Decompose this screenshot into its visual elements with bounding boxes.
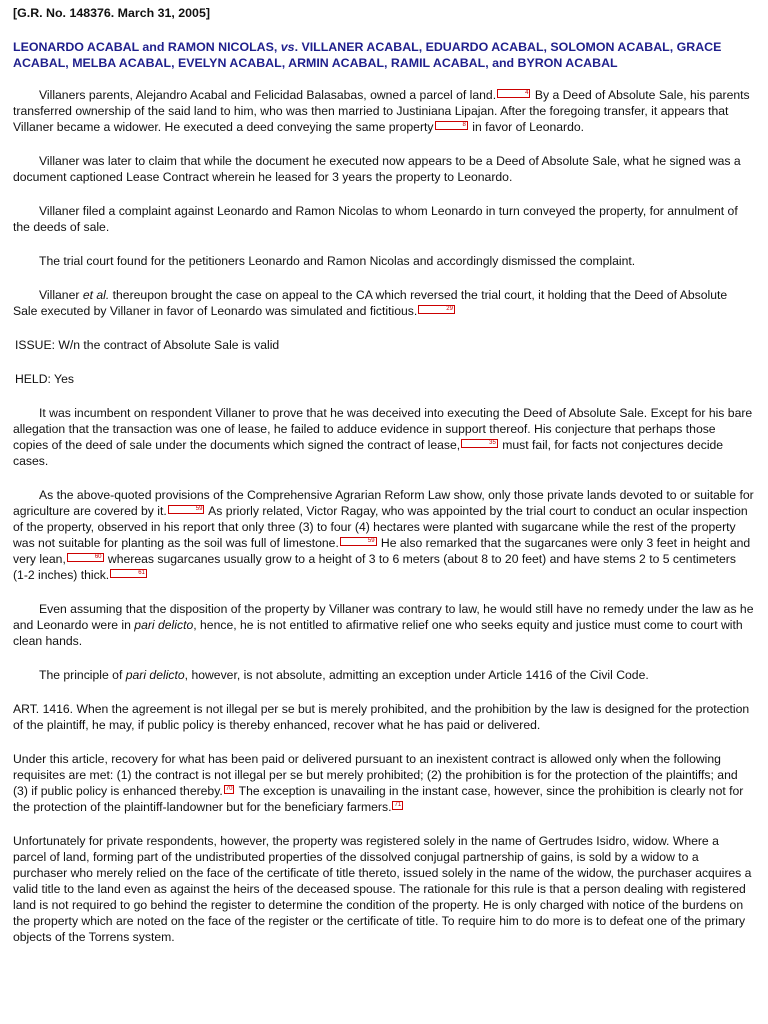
footnote-link[interactable]: 70 xyxy=(225,786,233,792)
paragraph-3: Villaner filed a complaint against Leonardo and Ramon Nicolas to whom Leonardo in turn conveyed the property, for annulment of the deeds of sale. xyxy=(13,204,738,234)
issue-statement: ISSUE: W/n the contract of Absolute Sale is valid xyxy=(15,338,280,352)
text: The exception is unavailing in the instant case, however, since the prohibition is clearly not for the protection of the plaintiff-landowner but for the beneficiary farmers. xyxy=(13,784,744,814)
paragraph-8 xyxy=(13,601,754,649)
footnote-link[interactable]: 29 xyxy=(418,305,455,314)
paragraph-5 xyxy=(13,287,754,319)
footnote-link[interactable]: 4 xyxy=(497,89,530,98)
versus: vs xyxy=(280,40,295,54)
text: thereupon brought the case on appeal to the CA which reversed the trial court, it holding that the Deed of Absolute Sale executed by Villaner in favor of Leonardo was simulated and fictitious. xyxy=(13,288,728,318)
case-parties xyxy=(13,39,754,71)
italic-text: pari delicto xyxy=(134,618,194,632)
paragraph-4: The trial court found for the petitioners Leonardo and Ramon Nicolas and accordingly dismissed the complaint. xyxy=(39,254,636,268)
footnote-link[interactable]: 8 xyxy=(435,121,468,130)
text: , hence, he is not entitled to afirmative relief one who seeks equity and justice must come to court with clean hands. xyxy=(13,618,743,648)
text: whereas sugarcanes usually grow to a height of 3 to 6 meters (about 8 to 20 feet) and have stems 2 to 5 centimeters (1-2 inches) thick. xyxy=(13,552,736,582)
text: By a Deed of Absolute Sale, his parents transferred ownership of the said land to him, who was then married to Justiniana Lipajan. After the foregoing transfer, it appears that Villaner became a widower. He executed a deed conveying the same property xyxy=(13,88,750,134)
italic-text: pari delicto xyxy=(125,668,185,682)
footnote-link[interactable]: 59 xyxy=(168,505,205,514)
text: As priorly related, Victor Ragay, who was appointed by the trial court to conduct an ocular inspection of the property, observed in his report that only three (3) to four (4) hectares were planted with sugarcane while the rest of the property was not suitable for planting as the soil was full of limestone. xyxy=(13,504,748,550)
paragraph-7 xyxy=(13,487,754,583)
text: It was incumbent on respondent Villaner to prove that he was deceived into executing the Deed of Absolute Sale. Except for his bare allegation that the transaction was one of lease, he failed to adduce evidence in support thereof. His conjecture that perhaps those copies of the deed of sale under the documents which signed the contract of lease, xyxy=(13,406,753,452)
held-statement: HELD: Yes xyxy=(15,372,74,386)
text: As the above-quoted provisions of the Comprehensive Agrarian Reform Law show, only those private lands devoted to or suitable for agriculture are covered by it. xyxy=(13,488,754,518)
footnote-link[interactable]: 59 xyxy=(340,537,377,546)
paragraph-6 xyxy=(13,405,754,469)
italic-text: et al. xyxy=(82,288,110,302)
text: must fail, for facts not conjectures decide cases. xyxy=(13,438,724,468)
text: , however, is not absolute, admitting an exception under Article 1416 of the Civil Code. xyxy=(184,668,649,682)
paragraph-1 xyxy=(13,87,754,135)
paragraph-11: Unfortunately for private respondents, however, the property was registered solely in the name of Gertrudes Isidro, widow. Where a parcel of land, forming part of the undistributed properties of the dissolved conjugal partnership of gains, is sold by a widow to a purchaser who merely relied on the face of the certificate of title thereto, issued solely in the name of the widow, the purchaser acquires a valid title to the land even as against the heirs of the deceased spouse. The rationale for this rule is that a person dealing with registered land is not required to go behind the register to determine the condition of the property. He is only charged with notice of the burdens on the property which are noted on the face of the register or the certificate of title. To require him to do more is to defeat one of the primary objects of the Torrens system. xyxy=(13,834,752,944)
footnote-link[interactable]: 35 xyxy=(461,439,498,448)
footnote-link[interactable]: 60 xyxy=(67,553,104,562)
paragraph-2: Villaner was later to claim that while the document he executed now appears to be a Deed of Absolute Sale, what he signed was a document captioned Lease Contract wherein he leased for 3 years the property to Leonardo. xyxy=(13,154,741,184)
case-citation: [G.R. No. 148376. March 31, 2005] xyxy=(13,6,210,20)
text: Villaners parents, Alejandro Acabal and Felicidad Balasabas, owned a parcel of land. xyxy=(39,88,497,102)
text: Villaner xyxy=(39,288,83,302)
text: in favor of Leonardo. xyxy=(468,120,585,134)
text: Under this article, recovery for what has been paid or delivered pursuant to an inexistent contract is allowed only when the following requisites are met: (1) the contract is not illegal per se but merely prohibited; (2) the prohibition is for the protection of the plaintiffs; and (3) if public policy is enhanced thereby. xyxy=(13,752,738,798)
footnote-link[interactable]: 71 xyxy=(394,802,402,808)
paragraph-9 xyxy=(13,667,754,683)
petitioners: LEONARDO ACABAL and RAMON NICOLAS, xyxy=(13,40,281,54)
text: The principle of xyxy=(39,668,126,682)
text: He also remarked that the sugarcanes were only 3 feet in height and very lean, xyxy=(13,536,751,566)
text: Even assuming that the disposition of the property by Villaner was contrary to law, he would still have no remedy under the law as he and Leonardo were in xyxy=(13,602,754,632)
respondents: . VILLANER ACABAL, EDUARDO ACABAL, SOLOMON ACABAL, GRACE ACABAL, MELBA ACABAL, EVELYN ACABAL, ARMIN ACABAL, RAMIL ACABAL, and BYRON ACABAL xyxy=(13,40,722,70)
footnote-link[interactable]: 61 xyxy=(110,569,147,578)
paragraph-10 xyxy=(13,751,754,815)
article-1416: ART. 1416. When the agreement is not illegal per se but is merely prohibited, and the prohibition by the law is designed for the protection of the plaintiff, he may, if public policy is thereby enhanced, recover what he has paid or delivered. xyxy=(13,702,750,732)
